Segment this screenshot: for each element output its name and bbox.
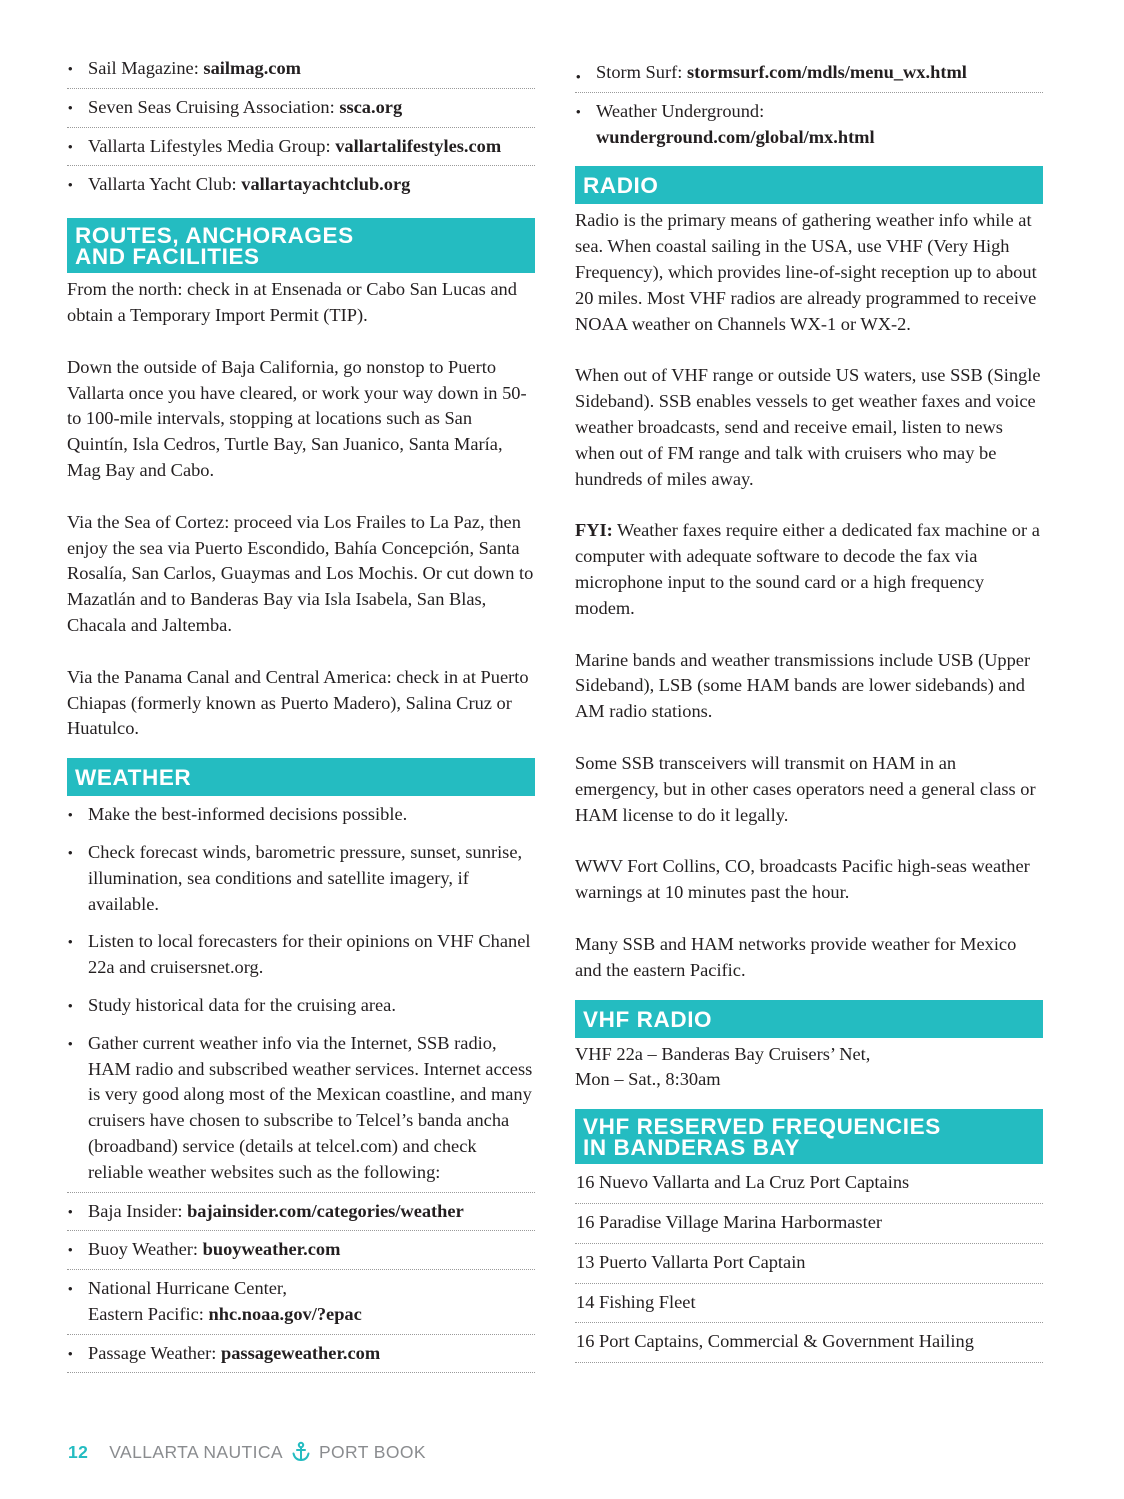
list-item: • Listen to local forecasters for their opinions on VHF Chanel 22a and cruisersnet.org. xyxy=(67,923,535,987)
paragraph: Marine bands and weather transmissions include USB (Upper Sideband), LSB (some HAM bands are lower sidebands) and AM radio stations. xyxy=(575,649,1031,722)
list-item: • Vallarta Lifestyles Media Group: vallartalifestyles.com xyxy=(67,128,535,167)
list-item: • Buoy Weather: buoyweather.com xyxy=(67,1231,535,1270)
paragraph: WWV Fort Collins, CO, broadcasts Pacific high-seas weather warnings at 10 minutes past the hour. xyxy=(575,856,1030,903)
frequency-row: 16 Port Captains, Commercial & Government Hailing xyxy=(575,1323,1043,1363)
list-item: • Seven Seas Cruising Association: ssca.org xyxy=(67,89,535,128)
link-text: vallartayachtclub.org xyxy=(241,174,411,195)
page-number: 12 xyxy=(68,1441,89,1462)
link-text: ssca.org xyxy=(339,96,403,117)
link-text: sailmag.com xyxy=(203,58,301,78)
list-item: • National Hurricane Center, Eastern Pacific: nhc.noaa.gov/?epac xyxy=(67,1270,535,1335)
fyi-label: FYI: xyxy=(575,520,613,541)
link-text: passageweather.com xyxy=(221,1342,381,1363)
list-item: • Make the best-informed decisions possible. xyxy=(67,796,535,834)
paragraph: Via the Panama Canal and Central America: check in at Puerto Chiapas (formerly known as Puerto Madero), Salina Cruz or Huatulco. xyxy=(67,666,529,739)
section-heading-vhf-radio: VHF RADIO xyxy=(575,1000,1043,1038)
paragraph: Radio is the primary means of gathering weather info while at sea. When coastal sailing in the USA, use VHF (Very High Frequency), which provides line-of-sight reception up to about 20 miles. Most VHF radios are already programmed to receive NOAA weather on Channels WX-1 or WX-2. xyxy=(575,210,1037,334)
frequency-row: 16 Paradise Village Marina Harbormaster xyxy=(575,1204,1043,1244)
frequency-row: 16 Nuevo Vallarta and La Cruz Port Captains xyxy=(575,1164,1043,1204)
paragraph: VHF 22a – Banderas Bay Cruisers’ Net, Mon – Sat., 8:30am xyxy=(575,1043,871,1090)
list-item: • Study historical data for the cruising area. xyxy=(67,987,535,1025)
list-item: • Storm Surf: stormsurf.com/mdls/menu_wx.html xyxy=(575,58,1043,93)
frequency-row: 14 Fishing Fleet xyxy=(575,1284,1043,1324)
frequency-row: 13 Puerto Vallarta Port Captain xyxy=(575,1244,1043,1284)
link-text: vallartalifestyles.com xyxy=(335,135,502,156)
section-heading-routes: ROUTES, ANCHORAGES AND FACILITIES xyxy=(67,218,535,273)
paragraph: Many SSB and HAM networks provide weather for Mexico and the eastern Pacific. xyxy=(575,933,1017,980)
list-item: • Vallarta Yacht Club: vallartayachtclub.org xyxy=(67,166,535,204)
page-footer xyxy=(68,1441,426,1463)
right-column xyxy=(575,58,1043,1363)
link-text: nhc.noaa.gov/?epac xyxy=(208,1303,362,1324)
paragraph: Via the Sea of Cortez: proceed via Los Frailes to La Paz, then enjoy the sea via Puerto Escondido, Bahía Concepción, Santa Rosalía, San Carlos, Guaymas and Los Mochis. Or cut down to Mazatlán and to Banderas Bay via Isla Isabela, San Blas, Chacala and Jaltemba. xyxy=(67,511,534,635)
list-item: • Check forecast winds, barometric pressure, sunset, sunrise, illumination, sea conditions and satellite imagery, if available. xyxy=(67,834,535,923)
left-column xyxy=(67,50,535,1373)
list-item: • Weather Underground: wunderground.com/global/mx.html xyxy=(575,93,1043,157)
link-text: bajainsider.com/categories/weather xyxy=(187,1200,464,1221)
list-item: • Gather current weather info via the Internet, SSB radio, HAM radio and subscribed weather services. Internet access is very good along most of the Mexican coastline, and many cruisers have chosen to subscribe to Telcel’s banda ancha (broadband) service (details at telcel.com) and check reliable weather websites such as the following: xyxy=(67,1025,535,1193)
section-heading-radio: RADIO xyxy=(575,166,1043,204)
section-heading-weather: WEATHER xyxy=(67,758,535,796)
anchor-icon xyxy=(290,1441,312,1463)
paragraph: FYI: Weather faxes require either a dedicated fax machine or a computer with adequate software to decode the fax via microphone input to the sound card or a high frequency modem. xyxy=(575,520,1040,618)
section-heading-vhf-reserved: VHF RESERVED FREQUENCIES IN BANDERAS BAY xyxy=(575,1109,1043,1164)
paragraph: Down the outside of Baja California, go nonstop to Puerto Vallarta once you have cleared, or work your way down in 50- to 100-mile intervals, stopping at locations such as San Quintín, Isla Cedros, Turtle Bay, San Juanico, Santa María, Mag Bay and Cabo. xyxy=(67,356,527,480)
list-item: • Sail Magazine: sailmag.com xyxy=(67,50,535,89)
paragraph: Some SSB transceivers will transmit on HAM in an emergency, but in other cases operators need a general class or HAM license to do it legally. xyxy=(575,752,1036,825)
publication-name: VALLARTA NAUTICA xyxy=(109,1441,283,1462)
link-text: stormsurf.com/mdls/menu_wx.html xyxy=(686,62,967,82)
publication-subtitle: PORT BOOK xyxy=(318,1441,426,1462)
paragraph: From the north: check in at Ensenada or Cabo San Lucas and obtain a Temporary Import Permit (TIP). xyxy=(67,279,517,325)
link-text: wunderground.com/global/mx.html xyxy=(596,126,875,147)
list-item: • Baja Insider: bajainsider.com/categories/weather xyxy=(67,1193,535,1232)
link-text: buoyweather.com xyxy=(202,1239,341,1260)
paragraph: When out of VHF range or outside US waters, use SSB (Single Sideband). SSB enables vessels to get weather faxes and voice weather broadcasts, send and receive email, listen to news when out of FM range and talk with cruisers who may be hundreds of miles away. xyxy=(575,365,1041,489)
list-item: • Passage Weather: passageweather.com xyxy=(67,1335,535,1374)
